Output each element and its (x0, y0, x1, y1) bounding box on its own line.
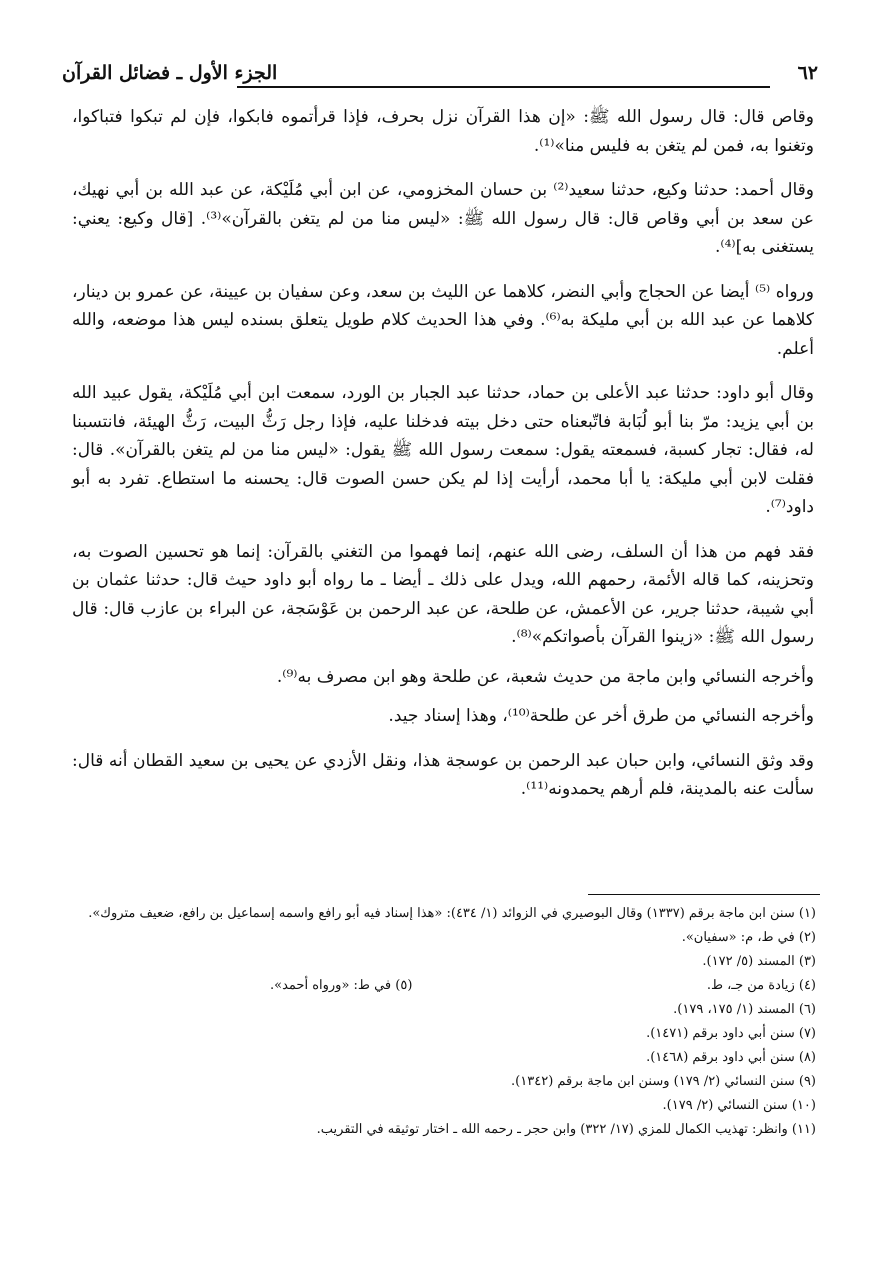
paragraph: وقال أبو داود: حدثنا عبد الأعلى بن حماد، حدثنا عبد الجبار بن الورد، سمعت ابن أبي مُلَيْكة، يقول عبيد الله بن أبي يزيد: مرّ بنا أبو لُبَابة فاتّبعناه حتى دخل بيته فدخلنا عليه، فإذا رجل رَثُّ البيت، رَثُّ الهيئة، فانتسبنا له، فقال: تجار كسبة، فسمعته يقول: سمعت رسول الله ﷺ يقول: «ليس منا من لم يتغن بالقرآن». قال: فقلت لابن أبي مليكة: يا أبا محمد، أرأيت إذا لم يكن حسن الصوت قال: يحسنه ما استطاع. تفرد به أبو داود⁽⁷⁾. (72, 383, 814, 517)
footnote-row (80, 974, 816, 998)
footnote: (١) سنن ابن ماجة برقم (١٣٣٧) وقال البوصيري في الزوائد (١/ ٤٣٤): «هذا إسناد فيه أبو رافع واسمه إسماعيل بن رافع، ضعيف متروك». (88, 906, 816, 921)
paragraph: ورواه ⁽⁵⁾ أيضا عن الحجاج وأبي النضر، كلاهما عن الليث بن سعد، وعن سفيان بن عيينة، عن عمرو بن دينار، كلاهما عن عبد الله بن أبي مليكة به⁽⁶⁾. وفي هذا الحديث كلام طويل يتعلق بسنده ليس هذا موضعه، والله أعلم. (72, 281, 814, 359)
main-text (72, 103, 814, 820)
footnote: (١١) وانظر: تهذيب الكمال للمزي (١٧/ ٣٢٢) وابن حجر ـ رحمه الله ـ اختار توثيقه في التقريب. (316, 1122, 816, 1137)
footnote: (٦) المسند (١/ ١٧٥، ١٧٩). (673, 1002, 816, 1017)
footnote: (٤) زيادة من جـ، ط. (706, 978, 816, 993)
footnote-separator (588, 894, 820, 895)
running-title: الجزء الأول ـ فضائل القرآن (62, 62, 278, 84)
header-rule (237, 86, 770, 88)
footnote: (٢) في ط، م: «سفيان». (681, 930, 816, 945)
page-number: ٦٢ (797, 62, 818, 84)
paragraph: وأخرجه النسائي وابن ماجة من حديث شعبة، عن طلحة وهو ابن مصرف به⁽⁹⁾. (276, 666, 814, 687)
page-header (62, 56, 818, 92)
footnote: (٧) سنن أبي داود برقم (١٤٧١). (646, 1026, 816, 1041)
footnote: (٩) سنن النسائي (٢/ ١٧٩) وسنن ابن ماجة برقم (١٣٤٢). (511, 1074, 816, 1089)
paragraph: وأخرجه النسائي من طرق أخر عن طلحة⁽¹⁰⁾، وهذا إسناد جيد. (388, 706, 814, 726)
paragraph: وقال أحمد: حدثنا وكيع، حدثنا سعيد⁽²⁾ بن حسان المخزومي، عن ابن أبي مُلَيْكة، عن عبد الله بن أبي نهيك، عن سعد بن أبي وقاص قال: قال رسول الله ﷺ: «ليس منا من لم يتغن بالقرآن»⁽³⁾. [قال وكيع: يعني: يستغنى به]⁽⁴⁾. (72, 180, 815, 257)
paragraph: وقد وثق النسائي، وابن حبان عبد الرحمن بن عوسجة هذا، ونقل الأزدي عن يحيى بن سعيد القطان أنه قال: سألت عنه بالمدينة، فلم أرهم يحمدونه⁽¹¹⁾. (72, 750, 814, 799)
footnotes (80, 902, 816, 1142)
paragraph: فقد فهم من هذا أن السلف، رضى الله عنهم، إنما فهموا من التغني بالقرآن: إنما هو تحسين الصوت به، وتحزينه، كما قاله الأئمة، رحمهم الله، ويدل على ذلك ـ أيضا ـ ما رواه أبو داود حيث قال: حدثنا عثمان بن أبي شيبة، حدثنا جرير، عن الأعمش، عن طلحة، عن عبد الرحمن بن عَوْسَجة، عن البراء بن عازب قال: قال رسول الله ﷺ: «زينوا القرآن بأصواتكم»⁽⁸⁾. (72, 541, 814, 647)
footnote: (٣) المسند (٥/ ١٧٢). (702, 954, 816, 969)
paragraph: وقاص قال: قال رسول الله ﷺ: «إن هذا القرآن نزل بحرف، فإذا قرأتموه فابكوا، فإن لم تبكوا فتباكوا، وتغنوا به، فمن لم يتغن به فليس منا»⁽¹⁾. (72, 107, 814, 156)
footnote: (٥) في ط: «ورواه أحمد». (270, 978, 413, 993)
footnote: (٨) سنن أبي داود برقم (١٤٦٨). (646, 1050, 816, 1065)
footnote: (١٠) سنن النسائي (٢/ ١٧٩). (662, 1098, 816, 1113)
